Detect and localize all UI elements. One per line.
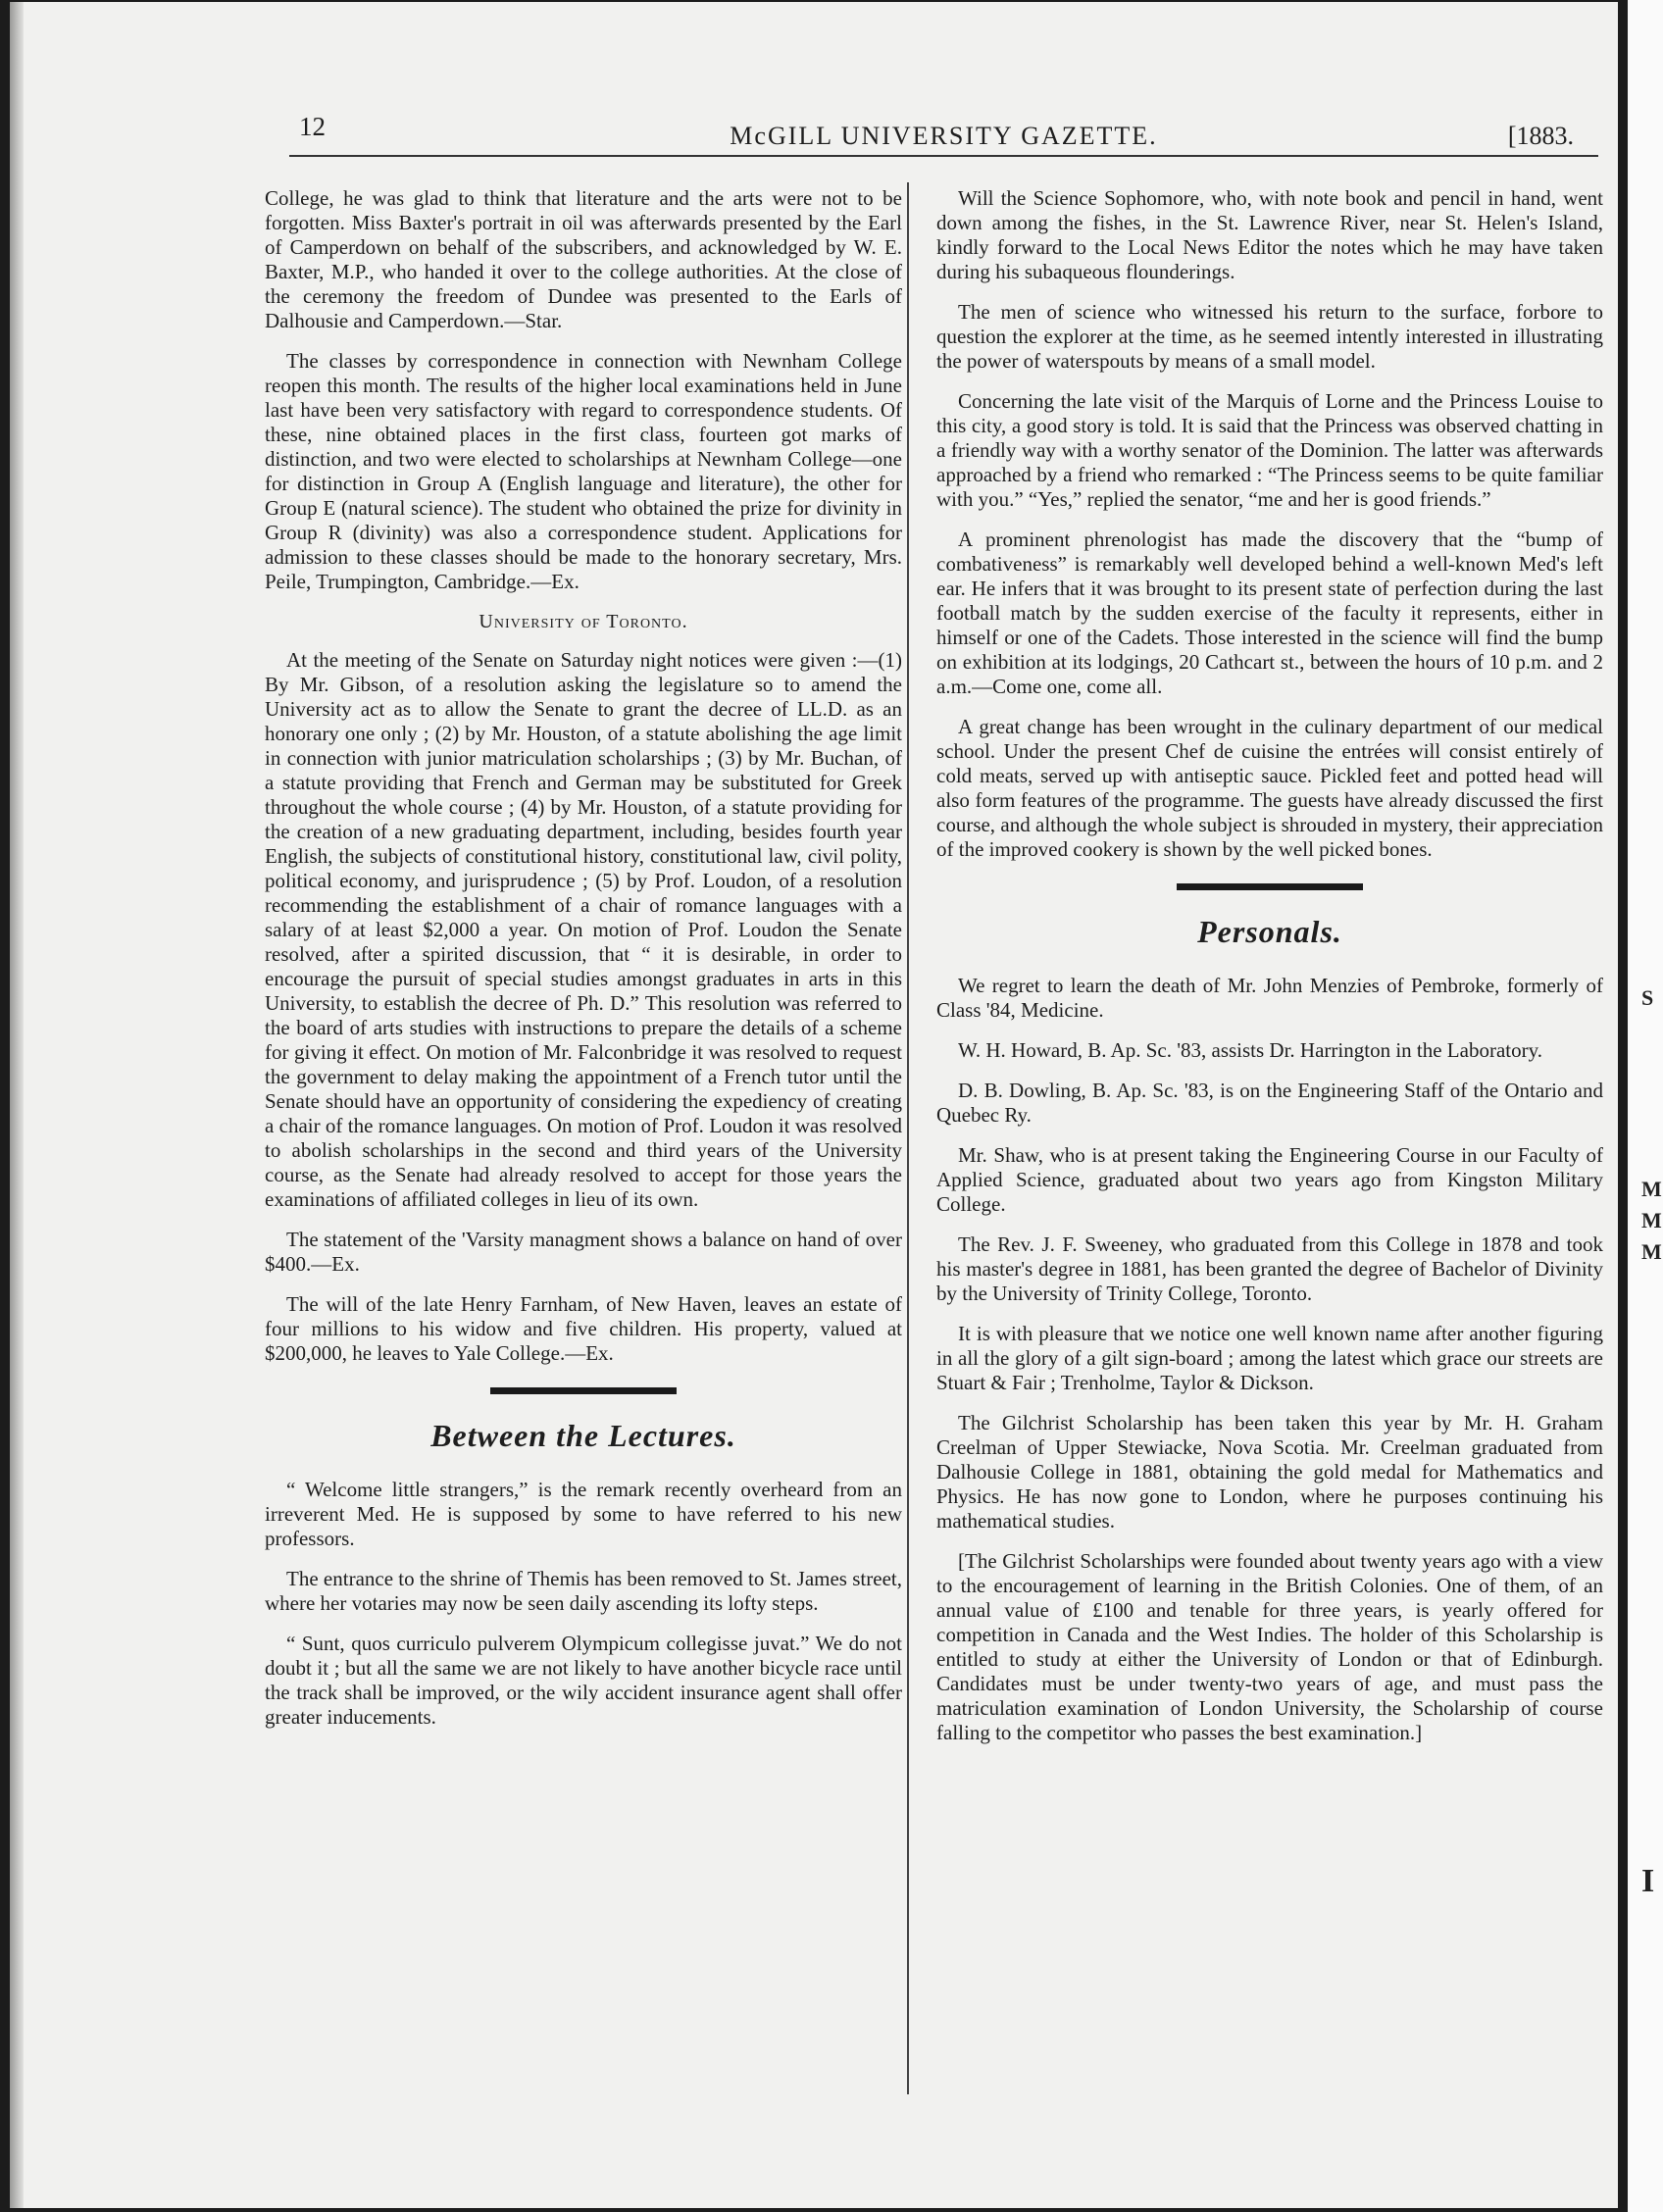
adjacent-page-edge [1628,0,1663,2212]
paragraph: Will the Science Sophomore, who, with note book and pencil in hand, went down among the fishes, in the St. Lawrence River, near St. Helen's Island, kindly forward to the Local News Editor the notes which he may have taken during his subaqueous flounderings. [936,186,1603,283]
paragraph: “ Sunt, quos curriculo pulverem Olympicum collegisse juvat.” We do not doubt it ; but all the same we are not likely to have another bicycle race until the track shall be improved, or the wily accident insurance agent shall offer greater inducements. [265,1632,902,1729]
paragraph: [The Gilchrist Scholarships were founded about twenty years ago with a view to the encouragement of learning in the British Colonies. One of them, of an annual value of £100 and tenable for three years, is yearly offered for competition in Canada and the West Indies. The holder of this Scholarship is entitled to study at either the University of London or that of Edinburgh. Candidates must be under twenty-two years of age, and must pass the matriculation examination of London University, the Scholarship of course falling to the competitor who passes the best examination.] [936,1549,1603,1744]
column-divider [907,182,909,2094]
paragraph: W. H. Howard, B. Ap. Sc. '83, assists Dr. Harrington in the Laboratory. [958,1038,1542,1062]
paragraph: Concerning the late visit of the Marquis of Lorne and the Princess Louise to this city, a good story is told. It is said that the Princess was observed chatting in a friendly way with a worthy senator of the Dominion. The latter was afterwards approached by a friend who remarked : “The Princess seems to be quite familiar with you.” “Yes,” replied the senator, “me and her is good friends.” [936,389,1603,511]
right-column [936,186,1603,2049]
spine-letter: I [1641,1863,1655,1899]
spine-letter: M [1641,1208,1662,1232]
paragraph: It is with pleasure that we notice one well known name after another figuring in all the glory of a gilt sign-board ; among the latest which grace our streets are Stuart & Fair ; Trenholme, Taylor & Dickson. [936,1322,1603,1394]
spine-letter: S [1641,985,1654,1010]
header-year: [1883. [1507,122,1574,150]
paragraph: College, he was glad to think that literature and the arts were not to be forgotten. Miss Baxter's portrait in oil was afterwards presented by the Earl of Camperdown on behalf of the subscribers, and acknowledged by W. E. Baxter, M.P., who handed it over to the college authorities. At the close of the ceremony the freedom of Dundee was presented to the Earls of Dalhousie and Camperdown.—Star. [265,186,902,332]
publication-title: McGILL UNIVERSITY GAZETTE. [730,122,1158,150]
section-title: Between the Lectures. [430,1418,736,1453]
page-edge [10,2,24,2208]
paragraph: A great change has been wrought in the culinary department of our medical school. Under the present Chef de cuisine the entrées will consist entirely of cold meats, served up with antiseptic sauce. Pickled feet and potted head will also form features of the programme. The guests have already discussed the first course, and although the whole subject is shrouded in mystery, their appreciation of the improved cookery is shown by the well picked bones. [936,715,1603,861]
section-title: Personals. [1197,914,1342,949]
subheading: University of Toronto. [479,611,688,632]
header-rule [289,155,1598,157]
paragraph: At the meeting of the Senate on Saturday night notices were given :—(1) By Mr. Gibson, of a resolution asking the legislature so to amend the University act as to allow the Senate to grant the decree of LL.D. as an honorary one only ; (2) by Mr. Houston, of a statute abolishing the age limit in connection with junior matriculation scholarships ; (3) by Mr. Buchan, of a statute providing that French and German may be substituted for Greek throughout the whole course ; (4) by Mr. Houston, of a statute providing for the creation of a new graduating department, including, besides fourth year English, the subjects of constitutional history, constitutional law, civil polity, political economy, and jurisprudence ; (5) by Prof. Loudon, of a resolution recommending the establishment of a chair of romance languages with a salary of at least $2,000 a year. On motion of Prof. Loudon the Senate resolved, after a spirited discussion, that “ it is desirable, in order to encourage the pursuit of special studies amongst graduates in arts in this University, to establish the decree of Ph. D.” This resolution was referred to the board of arts studies with instructions to prepare the details of a scheme for giving it effect. On motion of Mr. Falconbridge it was resolved to request the government to delay making the appointment of a French tutor until the Senate should have an opportunity of considering the expediency of creating a chair of the romance languages. On motion of Prof. Loudon it was resolved to abolish scholarships in the second and third years of the University course, as the Senate had already resolved to accept for those years the examinations of affiliated colleges in lieu of its own. [265,648,902,1211]
paragraph: “ Welcome little strangers,” is the remark recently overheard from an irreverent Med. He is supposed by some to have referred to his new professors. [265,1478,902,1550]
page-number: 12 [299,112,326,141]
paragraph: The Rev. J. F. Sweeney, who graduated from this College in 1878 and took his master's degree in 1881, has been granted the degree of Bachelor of Divinity by the University of Trinity College, Toronto. [936,1232,1603,1305]
paragraph: The statement of the 'Varsity managment shows a balance on hand of over $400.—Ex. [265,1228,902,1276]
running-header [289,108,1598,151]
paragraph: The entrance to the shrine of Themis has been removed to St. James street, where her votaries may now be seen daily ascending its lofty steps. [265,1567,902,1615]
paragraph: D. B. Dowling, B. Ap. Sc. '83, is on the Engineering Staff of the Ontario and Quebec Ry. [936,1079,1603,1127]
spine-letter: M [1641,1239,1662,1264]
paragraph: The classes by correspondence in connection with Newnham College reopen this month. The results of the higher local examinations held in June last have been very satisfactory with regard to correspondence students. Of these, nine obtained places in the first class, fourteen got marks of distinction, and two were elected to scholarships at Newnham College—one for distinction in Group A (English language and literature), the other for Group E (natural science). The student who obtained the prize for divinity in Group R (divinity) was also a correspondence student. Applications for admission to these classes should be made to the honorary secretary, Mrs. Peile, Trumpington, Cambridge.—Ex. [265,349,902,593]
spine-letter: M [1641,1177,1662,1201]
paragraph: The Gilchrist Scholarship has been taken this year by Mr. H. Graham Creelman of Upper Stewiacke, Nova Scotia. Mr. Creelman graduated from Dalhousie College in 1881, obtaining the gold medal for Mathematics and Physics. He has now gone to London, where he purposes continuing his mathematical studies. [936,1411,1603,1533]
section-rule [1177,883,1363,890]
paragraph: The will of the late Henry Farnham, of New Haven, leaves an estate of four millions to his widow and five children. His property, valued at $200,000, he leaves to Yale College.—Ex. [265,1292,902,1365]
paragraph: We regret to learn the death of Mr. John Menzies of Pembroke, formerly of Class '84, Medicine. [936,974,1603,1022]
paragraph: The men of science who witnessed his return to the surface, forbore to question the explorer at the time, as he seemed intently interested in illustrating the power of waterspouts by means of a small model. [936,300,1603,373]
left-column [265,186,902,2049]
paragraph: A prominent phrenologist has made the discovery that the “bump of combativeness” is remarkably well developed behind a well-known Med's left ear. He infers that it was brought to its present state of perfection during the last football match by the sudden exercise of the faculty it represents, either in himself or one of the Cadets. Those interested in the science will find the bump on exhibition at its lodgings, 20 Cathcart st., between the hours of 10 p.m. and 2 a.m.—Come one, come all. [936,528,1603,698]
section-rule [490,1387,677,1394]
paragraph: Mr. Shaw, who is at present taking the Engineering Course in our Faculty of Applied Science, graduated about two years ago from Kingston Military College. [936,1143,1603,1216]
